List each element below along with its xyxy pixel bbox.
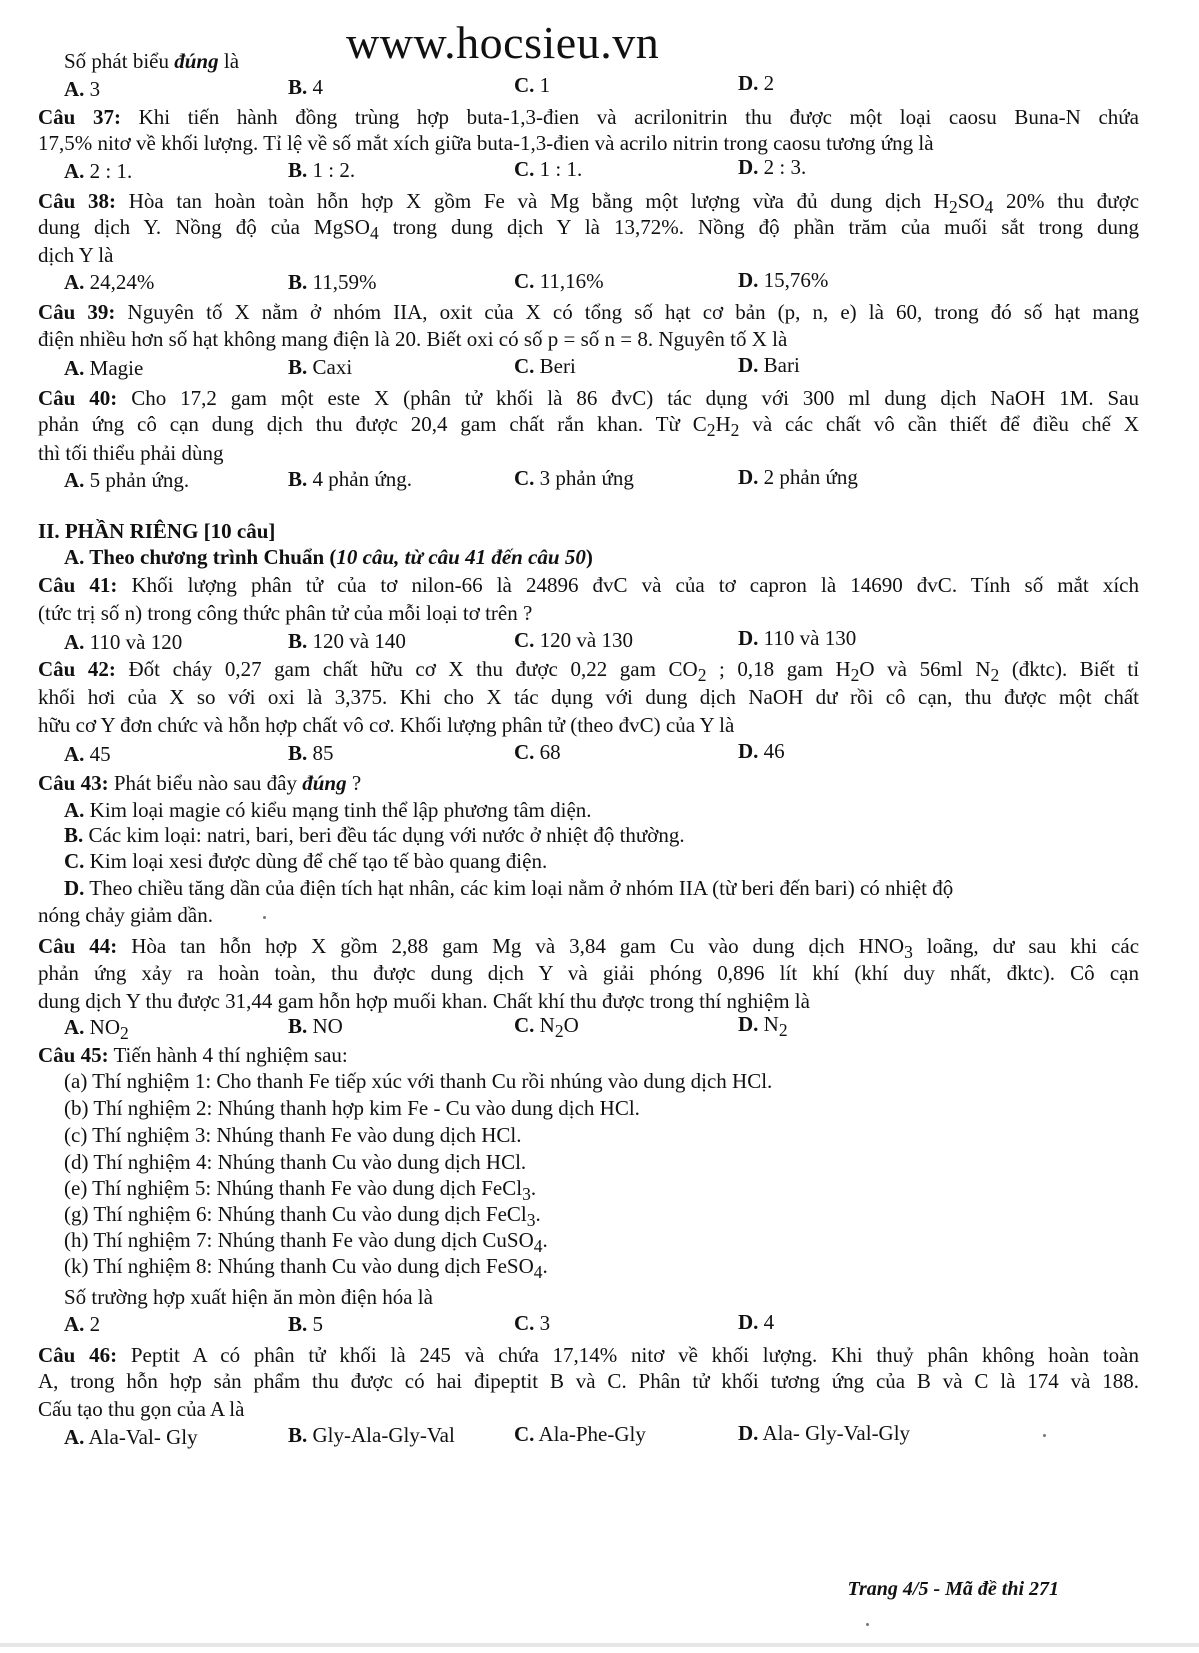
- q39-option-a: A. Magie: [64, 356, 144, 380]
- scan-speck: [866, 1623, 869, 1626]
- q37-option-b: B. 1 : 2.: [288, 158, 356, 182]
- q41-option-c: C. 120 và 130: [514, 628, 633, 652]
- scan-speck: [263, 916, 266, 919]
- q39-option-b: B. Caxi: [288, 355, 353, 379]
- site-watermark[interactable]: www.hocsieu.vn: [346, 17, 660, 68]
- scan-speck: [1043, 1434, 1046, 1437]
- q42-option-b: B. 85: [288, 741, 334, 765]
- q45-experiment-h: (h) Thí nghiệm 7: Nhúng thanh Fe vào dung dịch CuSO$_4$.: [64, 1228, 548, 1257]
- q43-option-b: B. Các kim loại: natri, bari, beri đều tác dụng với nước ở nhiệt độ thường.: [64, 823, 685, 847]
- q43-stem: Câu 43: Phát biểu nào sau đây đúng ?: [38, 771, 362, 795]
- q38-line-3: dịch Y là: [38, 243, 114, 267]
- section-title: II. PHẦN RIÊNG [10 câu]: [38, 519, 276, 543]
- q45-experiment-d: (d) Thí nghiệm 4: Nhúng thanh Cu vào dung dịch HCl.: [64, 1150, 527, 1174]
- q38-line-2: dung dịch Y. Nồng độ của MgSO$_4$ trong dung dịch Y là 13,72%. Nồng độ phần trăm của muối sắt trong dung: [38, 215, 1139, 244]
- q46-option-c: C. Ala-Phe-Gly: [514, 1422, 646, 1446]
- q46-line-1: Câu 46: Peptit A có phân tử khối là 245 và chứa 17,14% nitơ về khối lượng. Khi thuỷ phân không hoàn toàn: [38, 1343, 1140, 1367]
- q38-option-b: B. 11,59%: [288, 270, 377, 294]
- q45-experiment-k: (k) Thí nghiệm 8: Nhúng thanh Cu vào dung dịch FeSO$_4$.: [64, 1254, 548, 1283]
- q45-option-d: D. 4: [738, 1310, 775, 1334]
- q37-line-1: Câu 37: Khi tiến hành đồng trùng hợp buta-1,3-đien và acrilonitrin thu được một loại caosu Buna-N chứa: [38, 105, 1139, 129]
- q40-option-c: C. 3 phản ứng: [514, 466, 634, 490]
- q45-experiment-a: (a) Thí nghiệm 1: Cho thanh Fe tiếp xúc với thanh Cu rồi nhúng vào dung dịch HCl.: [64, 1069, 773, 1093]
- q39-line-2: điện nhiều hơn số hạt không mang điện là 20. Biết oxi có số p = số n = 8. Nguyên tố X là: [38, 327, 788, 351]
- q45-option-c: C. 3: [514, 1311, 551, 1335]
- q40-option-a: A. 5 phản ứng.: [64, 468, 190, 492]
- q39-line-1: Câu 39: Nguyên tố X nằm ở nhóm IIA, oxit của X có tổng số hạt cơ bản (p, n, e) là 60, trong đó số hạt mang: [38, 300, 1139, 324]
- q38-option-c: C. 11,16%: [514, 269, 604, 293]
- q45-option-b: B. 5: [288, 1312, 324, 1336]
- q39-option-c: C. Beri: [514, 354, 576, 378]
- q36-option-a: A. 3: [64, 77, 101, 101]
- q45-experiment-c: (c) Thí nghiệm 3: Nhúng thanh Fe vào dung dịch HCl.: [64, 1123, 522, 1147]
- q41-line-2: (tức trị số n) trong công thức phân tử của mỗi loại tơ trên ?: [38, 601, 533, 625]
- q43-option-d: D. Theo chiều tăng dần của điện tích hạt nhân, các kim loại nằm ở nhóm IIA (từ beri đến bari) có nhiệt độ: [64, 876, 954, 900]
- q45-experiment-b: (b) Thí nghiệm 2: Nhúng thanh hợp kim Fe - Cu vào dung dịch HCl.: [64, 1096, 640, 1120]
- q46-line-3: Cấu tạo thu gọn của A là: [38, 1397, 245, 1421]
- q37-option-a: A. 2 : 1.: [64, 159, 133, 183]
- q36-option-b: B. 4: [288, 75, 324, 99]
- q45-question: Số trường hợp xuất hiện ăn mòn điện hóa là: [64, 1285, 433, 1309]
- q36-stem: Số phát biểu đúng là: [64, 49, 240, 73]
- q40-line-1: Câu 40: Cho 17,2 gam một este X (phân tử khối là 86 đvC) tác dụng với 300 ml dung dịch NaOH 1M. Sau: [38, 386, 1139, 410]
- q44-line-1: Câu 44: Hòa tan hỗn hợp X gồm 2,88 gam Mg và 3,84 gam Cu vào dung dịch $HNO_3$ loãng, dư sau khi các: [38, 934, 1140, 963]
- q38-option-a: A. 24,24%: [64, 270, 155, 294]
- q42-line-1: Câu 42: Đốt cháy 0,27 gam chất hữu cơ X thu được 0,22 gam $CO_2$ ; 0,18 gam $H_2O$ và 56ml $N_2$ (đktc). Biết tỉ: [38, 657, 1140, 686]
- q41-option-d: D. 110 và 130: [738, 626, 857, 650]
- q44-option-d: D. $N_2$: [738, 1012, 788, 1041]
- q36-option-c: C. 1: [514, 73, 551, 97]
- q43-option-a: A. Kim loại magie có kiểu mạng tinh thể lập phương tâm diện.: [64, 798, 592, 822]
- q44-option-a: A. $NO_2$: [64, 1015, 129, 1044]
- q41-option-b: B. 120 và 140: [288, 629, 406, 653]
- q43-option-c: C. Kim loại xesi được dùng để chế tạo tế bào quang điện.: [64, 849, 548, 873]
- q42-option-a: A. 45: [64, 742, 111, 766]
- q45-experiment-g: (g) Thí nghiệm 6: Nhúng thanh Cu vào dung dịch FeCl$_3$.: [64, 1202, 541, 1231]
- q45-option-a: A. 2: [64, 1312, 101, 1336]
- q45-experiment-e: (e) Thí nghiệm 5: Nhúng thanh Fe vào dung dịch FeCl$_3$.: [64, 1176, 537, 1205]
- page-footer: Trang 4/5 - Mã đề thi 271: [847, 1578, 1059, 1600]
- q36-option-d: D. 2: [738, 71, 775, 95]
- q37-option-d: D. 2 : 3.: [738, 155, 807, 179]
- q44-line-2: phản ứng xảy ra hoàn toàn, thu được dung dịch Y và giải phóng 0,896 lít khí (khí duy nhất, đktc). Cô cạn: [38, 961, 1139, 985]
- q46-option-a: A. Ala-Val- Gly: [64, 1425, 198, 1449]
- scan-edge-bar: [0, 1643, 1199, 1647]
- q37-line-2: 17,5% nitơ về khối lượng. Tỉ lệ về số mắt xích giữa buta-1,3-đien và acrilo nitrin trong caosu tương ứng là: [38, 131, 934, 155]
- q40-line-3: thì tối thiểu phải dùng: [38, 441, 224, 465]
- q42-line-3: hữu cơ Y đơn chức và hỗn hợp chất vô cơ. Khối lượng phân tử (theo đvC) của Y là: [38, 713, 735, 737]
- q46-option-b: B. Gly-Ala-Gly-Val: [288, 1423, 455, 1447]
- section-subtitle: A. Theo chương trình Chuẩn (10 câu, từ câu 41 đến câu 50): [64, 545, 593, 569]
- q46-line-2: A, trong hỗn hợp sản phẩm thu được có hai đipeptit B và C. Phân tử khối tương ứng của B và C là 174 và 188.: [38, 1369, 1139, 1393]
- q39-option-d: D. Bari: [738, 353, 800, 377]
- q38-line-1: Câu 38: Hòa tan hoàn toàn hỗn hợp X gồm Fe và Mg bằng một lượng vừa đủ dung dịch $H_2SO_4$ 20% thu được: [38, 189, 1140, 218]
- q44-line-3: dung dịch Y thu được 31,44 gam hỗn hợp muối khan. Chất khí thu được trong thí nghiệm là: [38, 989, 810, 1013]
- q45-stem: Câu 45: Tiến hành 4 thí nghiệm sau:: [38, 1043, 348, 1067]
- q44-option-c: C. $N_2O$: [514, 1013, 579, 1042]
- q41-line-1: Câu 41: Khối lượng phân tử của tơ nilon-66 là 24896 đvC và của tơ capron là 14690 đvC. Tính số mắt xích: [38, 573, 1140, 597]
- q42-option-d: D. 46: [738, 739, 785, 763]
- q38-option-d: D. 15,76%: [738, 268, 829, 292]
- q41-option-a: A. 110 và 120: [64, 630, 183, 654]
- q42-line-2: khối hơi của X so với oxi là 3,375. Khi cho X tác dụng với dung dịch NaOH dư rồi cô cạn, thu được một chất: [38, 685, 1139, 709]
- q37-option-c: C. 1 : 1.: [514, 157, 583, 181]
- q46-option-d: D. Ala- Gly-Val-Gly: [738, 1421, 911, 1445]
- q42-option-c: C. 68: [514, 740, 561, 764]
- q40-option-d: D. 2 phản ứng: [738, 465, 858, 489]
- q44-option-b: B. NO: [288, 1014, 343, 1038]
- q43-option-d-cont: nóng chảy giảm dần.: [38, 903, 213, 927]
- q40-option-b: B. 4 phản ứng.: [288, 467, 412, 491]
- q40-line-2: phản ứng cô cạn dung dịch thu được 20,4 gam chất rắn khan. Từ $C_2H_2$ và các chất vô cần thiết để điều chế X: [38, 412, 1139, 441]
